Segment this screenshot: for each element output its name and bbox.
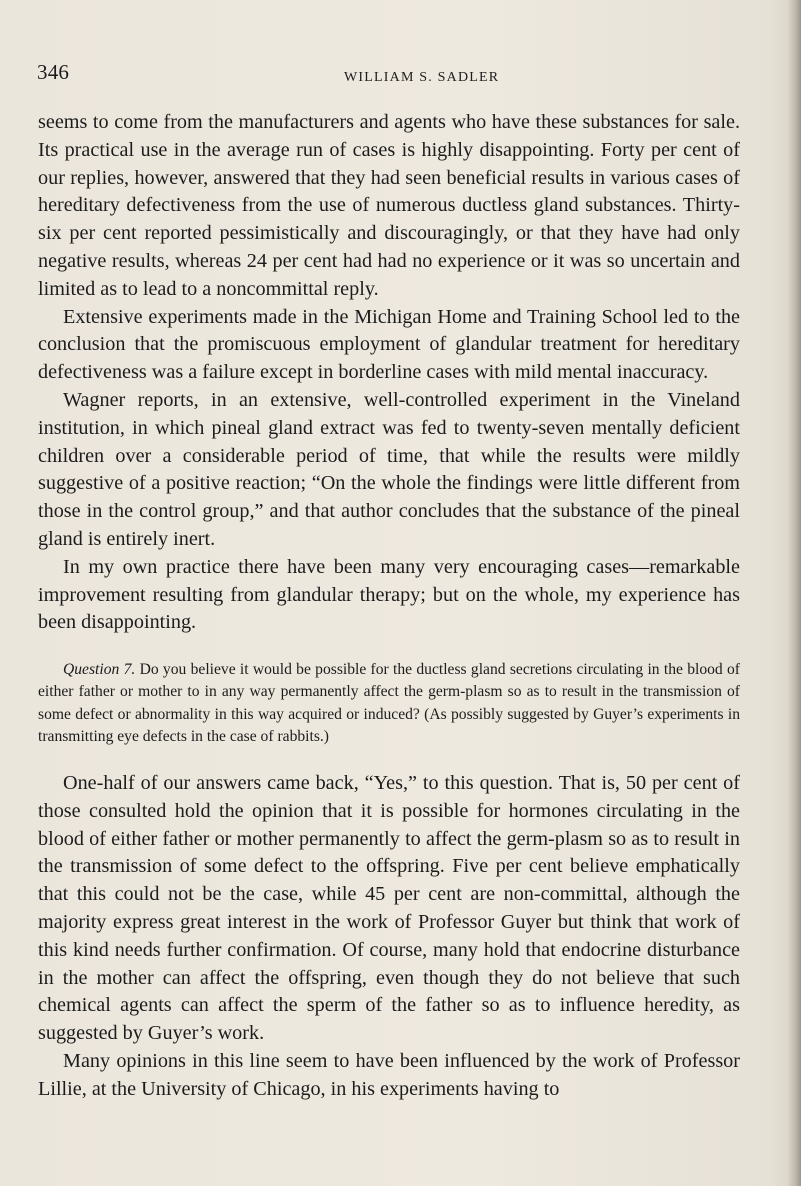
paragraph-michigan-experiments: Extensive experiments made in the Michigan Home and Training School led to the conclusion that the promiscuous employment of glandular treatment for hereditary defectiveness was a failure except in borderline cases with mild mental inaccuracy. — [38, 305, 740, 384]
paragraph-answers-summary: One-half of our answers came back, “Yes,” to this question. That is, 50 per cent of those consulted hold the opinion that it is possible for hormones circulating in the blood of either father or mother permanently to affect the germ-plasm so as to result in the transmission of some defect to the offspring. Five per cent believe emphatically that this could not be the case, while 45 per cent are non-committal, although the majority express great interest in the work of Professor Guyer but think that work of this kind needs further confirmation. Of course, many hold that endocrine disturbance in the mother can affect the offspring, even though they do not believe that such chemical agents can affect the sperm of the father so as to influence heredity, as suggested by Guyer’s work. — [38, 771, 740, 1045]
question-label: Question 7. — [63, 661, 136, 679]
question-text: Do you believe it would be possible for the ductless gland secretions circulating in the blood of either father or mother to in any way permanently affect the germ-plasm so as to result in the transmission of some defect or abnormality in this way acquired or induced? (As possibly suggested by Guyer’s experiments in transmitting eye defects in the case of rabbits.) — [38, 661, 740, 745]
paragraph-continued: seems to come from the manufacturers and agents who have these substances for sale. Its practical use in the average run of cases is highly disappointing. Forty per cent of our replies, however, answered that they had seen beneficial results in various cases of hereditary defectiveness from the use of numerous ductless gland substances. Thirty-six per cent reported pessimistically and discouragingly, or that they have had only negative results, whereas 24 per cent had had no experience or it was so uncertain and limited as to lead to a noncommittal reply. — [38, 111, 740, 300]
paragraph-own-practice: In my own practice there have been many very encouraging cases—remarkable improvement resulting from glandular therapy; but on the whole, my experience has been disappointing. — [38, 555, 740, 634]
page-edge-shadow — [787, 0, 801, 1186]
paragraph-wagner-report: Wagner reports, in an extensive, well-controlled experiment in the Vineland institution, in which pineal gland extract was fed to twenty-seven mentally deficient children over a considerable period of time, that while the results were mildly suggestive of a positive reaction; “On the whole the findings were little different from those in the control group,” and that author concludes that the substance of the pineal gland is entirely inert. — [38, 388, 740, 550]
running-head: WILLIAM S. SADLER — [344, 70, 500, 85]
body-text — [38, 109, 740, 1104]
question-block — [38, 659, 740, 748]
page-number: 346 — [37, 60, 70, 84]
paragraph-lillie-opinions: Many opinions in this line seem to have been influenced by the work of Professor Lillie, at the University of Chicago, in his experiments having to — [38, 1049, 740, 1100]
